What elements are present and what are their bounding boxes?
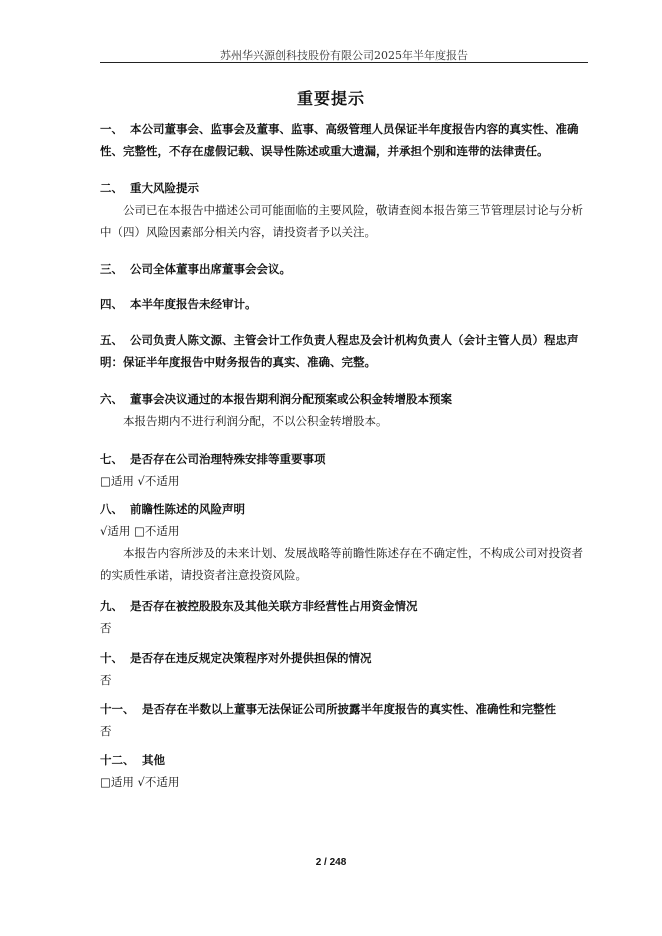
section-9-number: 九、 xyxy=(100,599,123,613)
section-5-number: 五、 xyxy=(100,333,123,347)
section-10-answer: 否 xyxy=(100,673,112,687)
page-number: 2 / 248 xyxy=(315,857,347,868)
section-4-number: 四、 xyxy=(100,297,123,311)
section-4-text: 本半年度报告未经审计。 xyxy=(130,297,257,311)
section-2-body: 公司已在本报告中描述公司可能面临的主要风险，敬请查阅本报告第三节管理层讨论与分析中（四）风险因素部分相关内容，请投资者予以关注。 xyxy=(100,203,583,239)
section-5 xyxy=(100,329,590,373)
section-8-answer: √适用 □不适用 xyxy=(100,524,180,538)
section-1 xyxy=(100,118,590,162)
section-7-heading: 是否存在公司治理特殊安排等重要事项 xyxy=(130,452,326,466)
section-1-text: 本公司董事会、监事会及董事、监事、高级管理人员保证半年度报告内容的真实性、准确性、完整性，不存在虚假记载、误导性陈述或重大遗漏，并承担个别和连带的法律责任。 xyxy=(100,122,579,158)
section-10-heading: 是否存在违反规定决策程序对外提供担保的情况 xyxy=(130,651,372,665)
section-3-number: 三、 xyxy=(100,262,123,276)
section-3 xyxy=(100,258,590,280)
section-10-number: 十、 xyxy=(100,651,123,665)
section-6-body: 本报告期内不进行利润分配，不以公积金转增股本。 xyxy=(123,414,388,428)
section-2 xyxy=(100,177,590,243)
section-11-number: 十一、 xyxy=(100,702,135,716)
section-11-heading: 是否存在半数以上董事无法保证公司所披露半年度报告的真实性、准确性和完整性 xyxy=(142,702,556,716)
section-7-number: 七、 xyxy=(100,452,123,466)
section-4 xyxy=(100,293,590,315)
section-6-number: 六、 xyxy=(100,392,123,406)
section-6-heading: 董事会决议通过的本报告期利润分配预案或公积金转增股本预案 xyxy=(130,392,452,406)
section-9-answer: 否 xyxy=(100,621,112,635)
page-header: 苏州华兴源创科技股份有限公司2025年半年度报告 xyxy=(220,49,468,62)
section-12-number: 十二、 xyxy=(100,753,135,767)
section-11 xyxy=(100,698,590,742)
section-6 xyxy=(100,388,590,432)
section-1-number: 一、 xyxy=(100,122,123,136)
header-rule xyxy=(100,62,588,63)
section-11-answer: 否 xyxy=(100,724,112,738)
section-9 xyxy=(100,595,590,639)
section-3-text: 公司全体董事出席董事会会议。 xyxy=(130,262,291,276)
section-12-answer: □适用 √不适用 xyxy=(100,775,180,789)
section-8-number: 八、 xyxy=(100,502,123,516)
section-7 xyxy=(100,448,590,492)
section-5-text: 公司负责人陈文源、主管会计工作负责人程忠及会计机构负责人（会计主管人员）程忠声明：保证半年度报告中财务报告的真实、准确、完整。 xyxy=(100,333,579,369)
page-title: 重要提示 xyxy=(296,89,365,108)
section-8 xyxy=(100,498,590,586)
section-9-heading: 是否存在被控股股东及其他关联方非经营性占用资金情况 xyxy=(130,599,418,613)
section-2-number: 二、 xyxy=(100,181,123,195)
section-12-heading: 其他 xyxy=(142,753,165,767)
section-8-body: 本报告内容所涉及的未来计划、发展战略等前瞻性陈述存在不确定性，不构成公司对投资者的实质性承诺，请投资者注意投资风险。 xyxy=(100,546,583,582)
section-7-answer: □适用 √不适用 xyxy=(100,474,180,488)
section-10 xyxy=(100,647,590,691)
section-2-heading: 重大风险提示 xyxy=(130,181,199,195)
section-8-heading: 前瞻性陈述的风险声明 xyxy=(130,502,245,516)
section-12 xyxy=(100,749,590,793)
